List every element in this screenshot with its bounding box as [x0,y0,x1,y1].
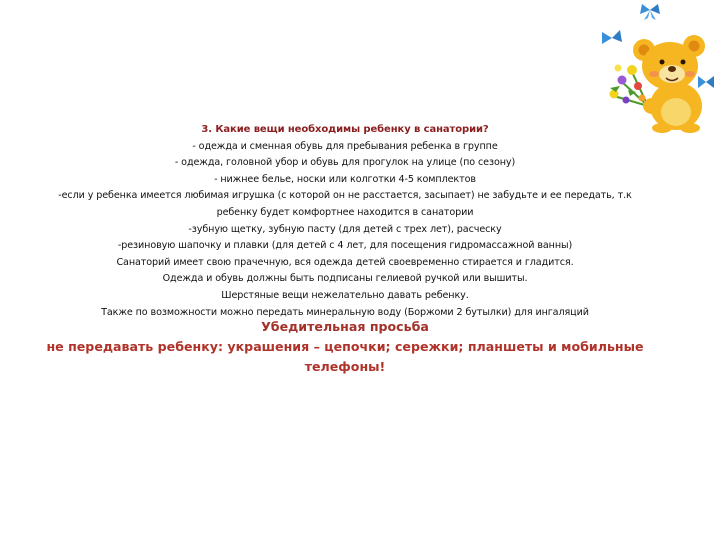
butterfly-icon [602,30,622,44]
list-item: - нижнее белье, носки или колготки 4-5 комплектов [214,173,476,185]
list-item: Одежда и обувь должны быть подписаны гелиевой ручкой или вышиты. [162,273,528,285]
flower-bouquet-icon [610,65,649,107]
list-item: Санаторий имеет свою прачечную, вся одежда детей своевременно стирается и гладится. [116,256,574,268]
list-item: -если у ребенка имеется любимая игрушка (с которой он не расстается, засыпает) не забудьте и ее передать, т.к [58,190,632,202]
list-item: - одежда и сменная обувь для пребывания ребенка в группе [192,140,498,152]
list-item: ребенку будет комфортнее находится в санатории [216,206,474,218]
request-text-line: не передавать ребенку: украшения – цепочки; сережки; планшеты и мобильные [46,339,644,354]
list-item: -резиновую шапочку и плавки (для детей с 4 лет, для посещения гидромассажной ванны) [117,240,573,252]
list-item: Также по возможности можно передать минеральную воду (Боржоми 2 бутылки) для ингаляций [101,306,589,318]
list-item: Шерстяные вещи нежелательно давать ребенку. [221,289,469,301]
butterfly-icon [698,76,714,88]
section-heading: 3. Какие вещи необходимы ребенку в санатории? [201,124,489,135]
teddy-bear-with-flowers-and-butterflies-icon [592,2,718,134]
list-item: - одежда, головной убор и обувь для прогулок на улице (по сезону) [174,157,516,169]
request-title: Убедительная просьба [261,319,429,334]
requirements-list [20,122,670,321]
butterfly-icon [640,4,660,20]
request-notice [20,317,670,377]
list-item: -зубную щетку, зубную пасту (для детей с трех лет), расческу [188,223,502,235]
request-text-line: телефоны! [304,359,386,374]
